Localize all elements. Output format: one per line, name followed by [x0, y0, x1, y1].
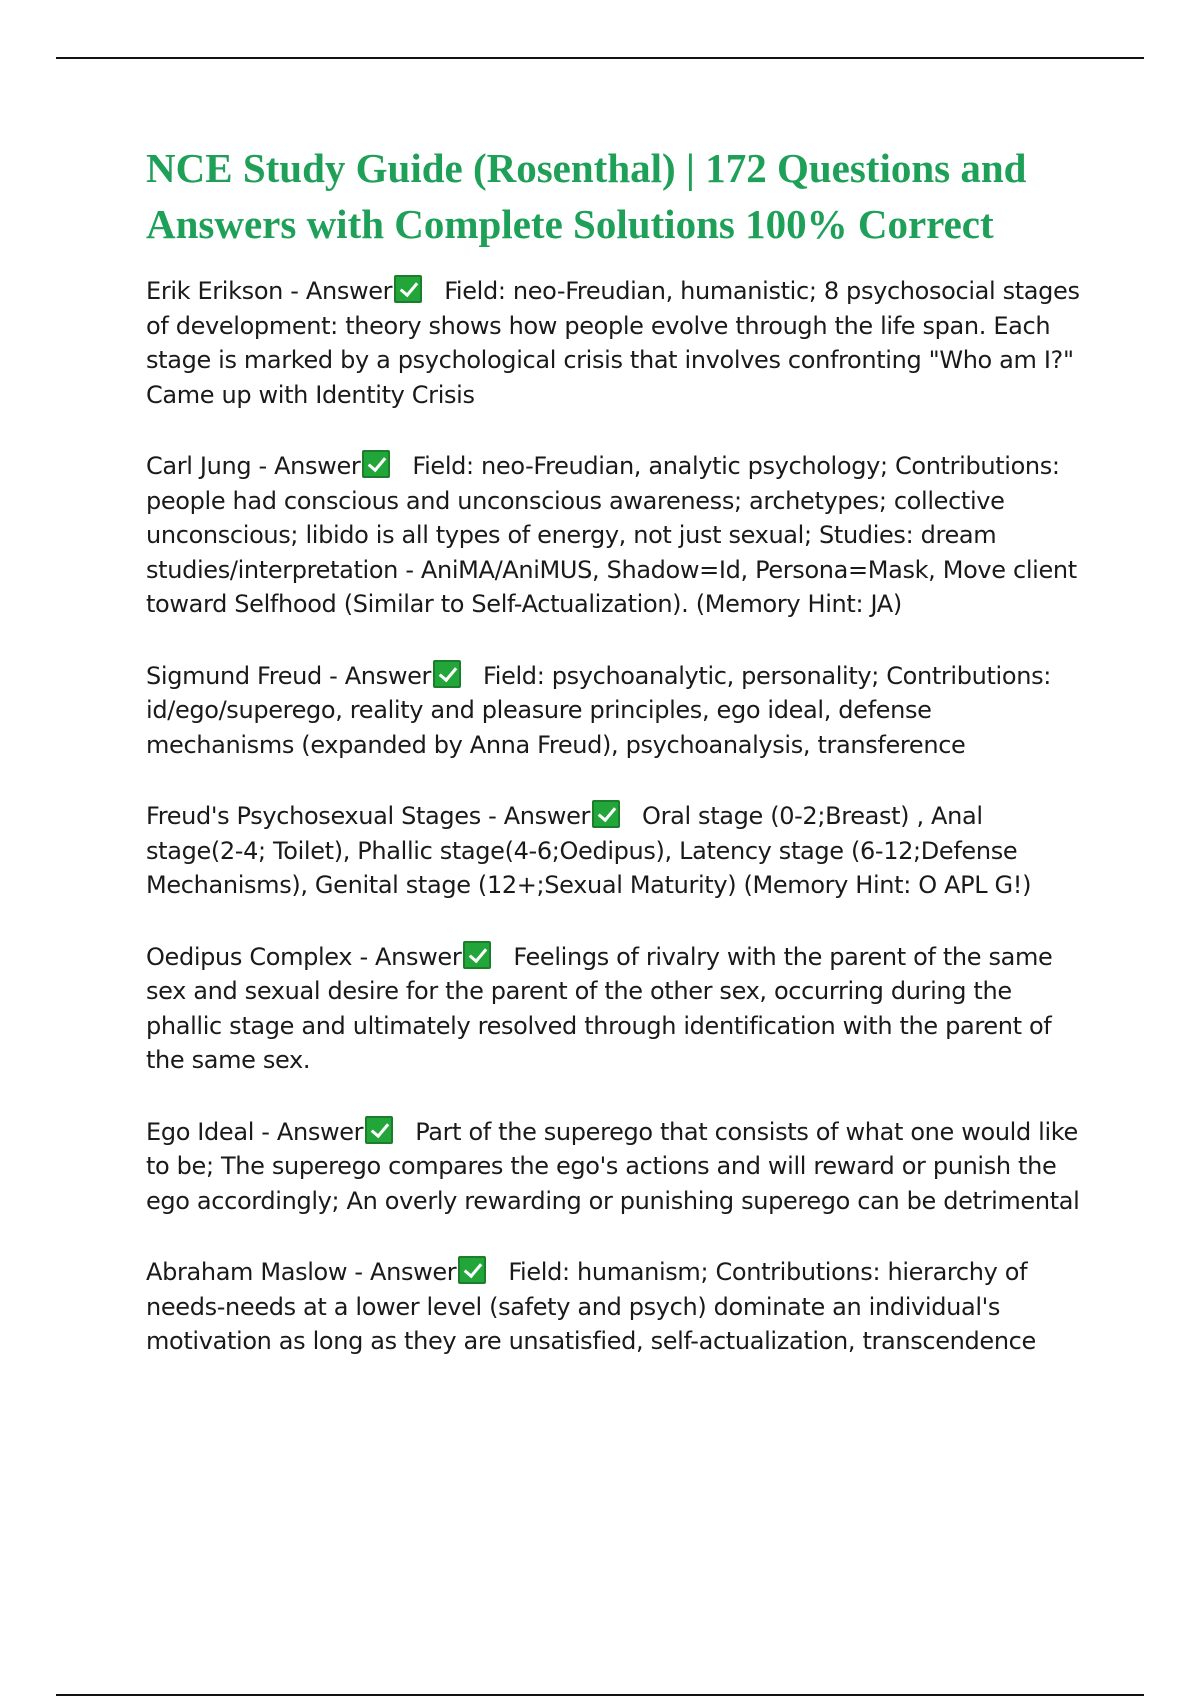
- qa-entry: [146, 274, 1086, 412]
- answer-label: - Answer: [480, 802, 591, 830]
- check-box-icon: [362, 450, 390, 478]
- entry-answer: Field: psychoanalytic, personality; Contributions: id/ego/superego, reality and pleasure principles, ego ideal, defense mechanisms (expanded by Anna Freud), psychoanalysis, transference: [146, 661, 1051, 759]
- qa-entry: [146, 940, 1086, 1078]
- entry-term: Erik Erikson: [146, 277, 284, 305]
- answer-label: - Answer: [347, 1258, 457, 1286]
- qa-entry: [146, 1115, 1086, 1219]
- check-box-icon: [365, 1116, 393, 1144]
- answer-label: - Answer: [283, 277, 393, 305]
- check-box-icon: [394, 275, 422, 303]
- qa-entry: [146, 1255, 1086, 1359]
- check-box-icon: [463, 941, 491, 969]
- qa-entry: [146, 659, 1086, 763]
- check-box-icon: [592, 800, 620, 828]
- check-box-icon: [433, 660, 461, 688]
- bottom-rule: [56, 1694, 1144, 1696]
- answer-label: - Answer: [352, 942, 462, 971]
- answer-label: - Answer: [251, 452, 361, 480]
- qa-entry: [146, 449, 1086, 622]
- document-title: NCE Study Guide (Rosenthal) | 172 Questions and Answers with Complete Solutions 100% Correct: [146, 145, 1027, 247]
- entry-answer: Feelings of rivalry with the parent of the same sex and sexual desire for the parent of the other sex, occurring during the phallic stage and ultimately resolved through identification with the parent of the same sex.: [146, 942, 1053, 1074]
- entry-term: Abraham Maslow: [146, 1258, 348, 1286]
- entry-term: Oedipus Complex: [146, 942, 353, 971]
- entry-term: Carl Jung: [146, 452, 252, 480]
- entry-term: Freud's Psychosexual Stages: [146, 802, 481, 830]
- entry-answer: Field: neo-Freudian, analytic psychology; Contributions: people had conscious and unconscious awareness; archetypes; collective unconscious; libido is all types of energy, not just sexual; Studies: dream studies/interpretation - AniMA/AniMUS, Shadow=Id, Persona=Mask, Move client toward Selfhood (Similar to Self-Actualization). (Memory Hint: JA): [146, 452, 1077, 618]
- entry-answer: Part of the superego that consists of what one would like to be; The superego compares the ego's actions and will reward or punish the ego accordingly; An overly rewarding or punishing superego can be detrimental: [146, 1117, 1080, 1215]
- check-box-icon: [458, 1256, 486, 1284]
- answer-label: - Answer: [254, 1117, 364, 1146]
- top-rule: [56, 57, 1144, 59]
- document-body: [146, 140, 1086, 1396]
- entry-answer: Field: neo-Freudian, humanistic; 8 psychosocial stages of development: theory shows how people evolve through the life span. Each stage is marked by a psychological crisis that involves confronting "Who am I?" Came up with Identity Crisis: [146, 277, 1080, 409]
- entry-answer: Field: humanism; Contributions: hierarchy of needs-needs at a lower level (safety and psych) dominate an individual's motivation as long as they are unsatisfied, self-actualization, transcendence: [146, 1258, 1036, 1355]
- entry-answer: Oral stage (0-2;Breast) , Anal stage(2-4; Toilet), Phallic stage(4-6;Oedipus), Latency stage (6-12;Defense Mechanisms), Genital stage (12+;Sexual Maturity) (Memory Hint: O APL G!): [146, 802, 1032, 899]
- answer-label: - Answer: [321, 661, 432, 690]
- entry-term: Ego Ideal: [146, 1117, 255, 1146]
- entry-term: Sigmund Freud: [146, 661, 322, 690]
- qa-entry: [146, 799, 1086, 903]
